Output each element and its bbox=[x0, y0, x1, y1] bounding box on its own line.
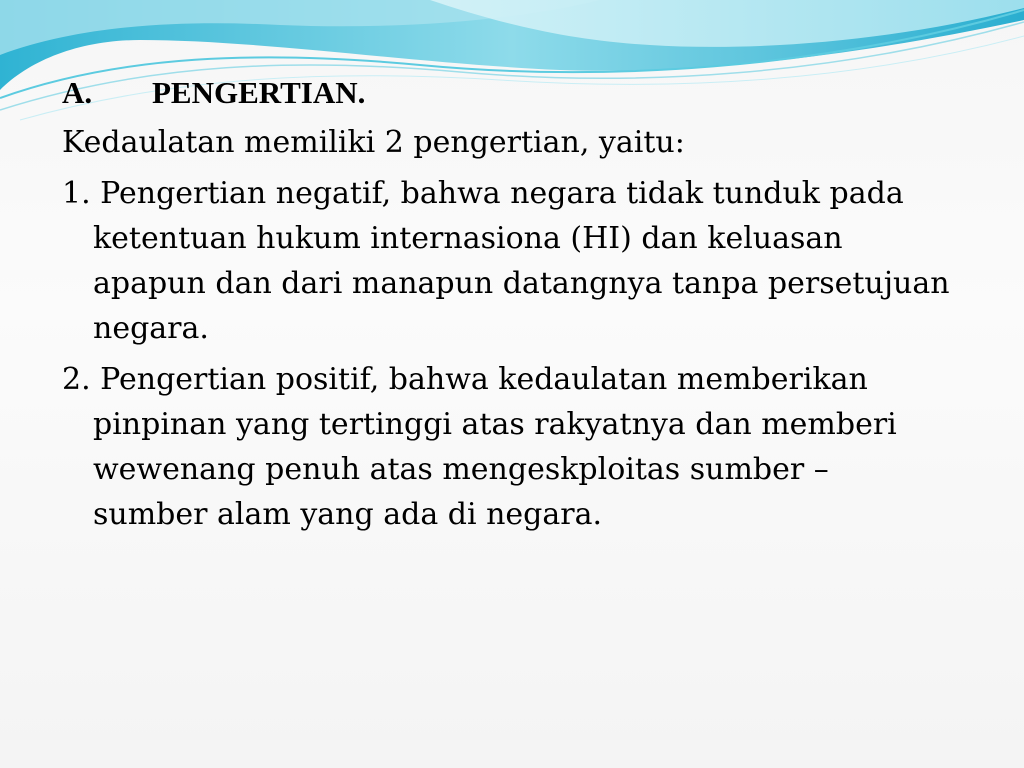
slide-content bbox=[62, 68, 952, 537]
intro-text: Kedaulatan memiliki 2 pengertian, yaitu: bbox=[62, 125, 685, 160]
list-item-2: 2. Pengertian positif, bahwa kedaulatan memberikan pinpinan yang tertinggi atas rakyatnya dan memberi wewenang penuh atas mengeskploitas sumber – sumber alam yang ada di negara. bbox=[62, 362, 897, 532]
heading-letter: A. bbox=[62, 74, 93, 110]
heading-title: PENGERTIAN. bbox=[152, 74, 366, 110]
list-item-1: 1. Pengertian negatif, bahwa negara tidak tunduk pada ketentuan hukum internasiona (HI) dan keluasan apapun dan dari manapun datangnya tanpa persetujuan negara. bbox=[62, 176, 950, 346]
section-heading bbox=[62, 68, 952, 116]
